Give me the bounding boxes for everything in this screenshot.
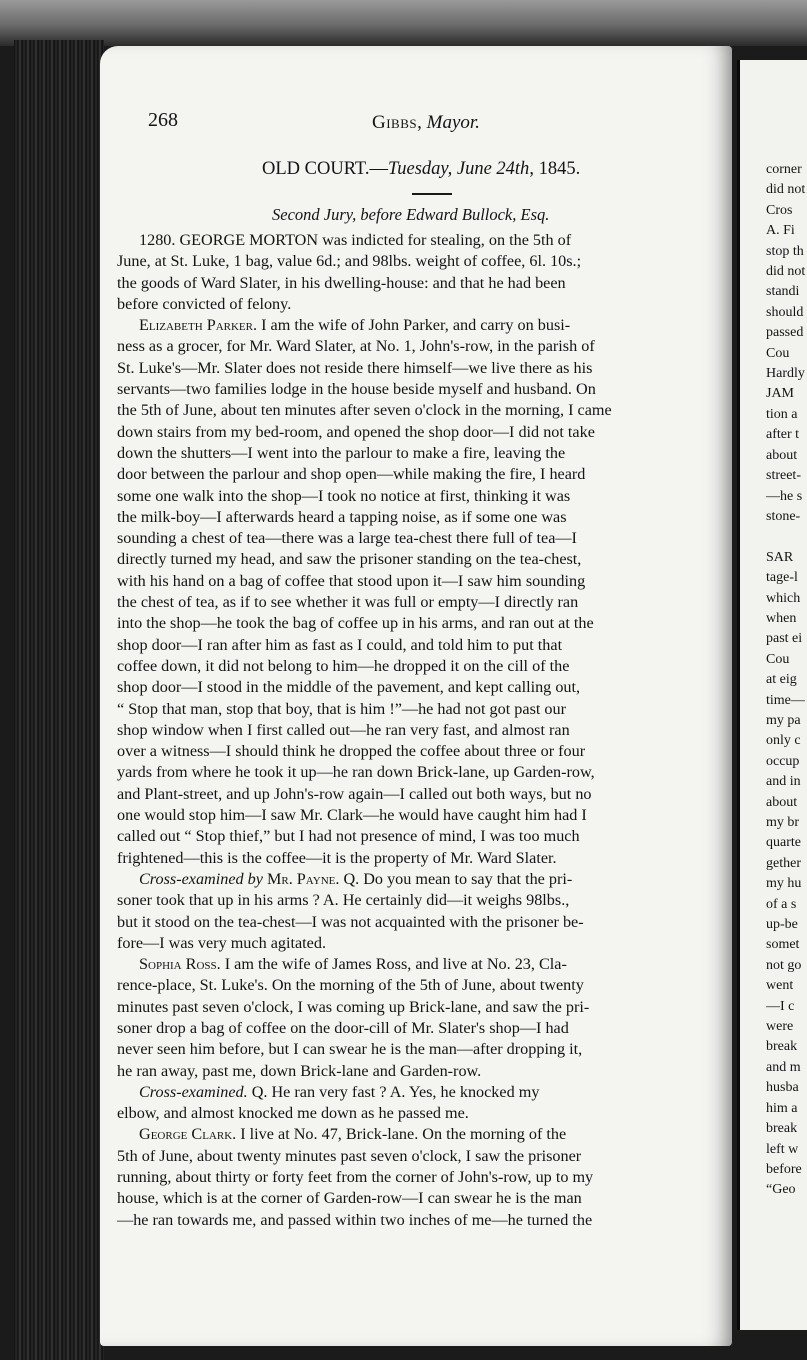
facing-page-line: Cros: [766, 202, 793, 218]
facing-page-line: stone-: [766, 508, 801, 524]
facing-page-line: Hardly: [766, 366, 805, 382]
facing-page-line: of a s: [766, 896, 797, 912]
text-line: servants—two families lodge in the house beside myself and husband. On: [117, 380, 596, 399]
facing-page-line: standi: [766, 284, 800, 300]
text-line: June, at St. Luke, 1 bag, value 6d.; and 98lbs. weight of coffee, 6l. 10s.;: [117, 252, 582, 271]
facing-page-line: —I c: [766, 998, 795, 1014]
text-line: the goods of Ward Slater, in his dwelling-house: and that he had been: [117, 273, 566, 292]
text-line: into the shop—he took the bag of coffee up in his arms, and ran out at the: [117, 614, 594, 633]
facing-page-line: after t: [766, 427, 800, 443]
facing-page-line: were: [766, 1019, 794, 1035]
text-line: sounding a chest of tea—there was a large tea-chest there full of tea—I: [117, 529, 577, 548]
facing-page-line: break: [766, 1039, 798, 1055]
facing-page-margin-text: [740, 60, 807, 1201]
trial-text: [117, 230, 707, 1231]
facing-page-line: SAR: [766, 549, 794, 565]
facing-page-line: Cou: [766, 651, 790, 667]
text-line: George Clark. I live at No. 47, Brick-lane. On the morning of the: [139, 1125, 567, 1144]
facing-page-line: husba: [766, 1080, 799, 1096]
text-line: with his hand on a bag of coffee that stood upon it—I saw him sounding: [117, 571, 586, 590]
facing-page-line: corner: [766, 162, 802, 177]
text-line: never seen him before, but I can swear he is the man—after dropping it,: [117, 1040, 583, 1059]
text-line: shop door—I stood in the middle of the pavement, and kept calling out,: [117, 678, 581, 697]
text-line: minutes past seven o'clock, I was coming up Brick-lane, and saw the pri-: [117, 997, 590, 1016]
facing-page-line: time—: [766, 692, 805, 708]
text-line: door between the parlour and shop open—while making the fire, I heard: [117, 465, 586, 484]
text-line: —he ran towards me, and passed within two inches of me—he turned the: [117, 1210, 593, 1229]
facing-page-line: at eig: [766, 672, 797, 688]
facing-page-line: JAM: [766, 386, 795, 402]
running-head: Gibbs, Mayor.: [372, 112, 480, 133]
facing-page-line: up-be: [766, 917, 798, 933]
facing-page-line: gether: [766, 855, 801, 871]
facing-page-line: him a: [766, 1100, 798, 1116]
facing-page-line: somet: [766, 937, 800, 953]
facing-page-line: about: [766, 794, 798, 810]
scan-background: [0, 0, 807, 46]
facing-page-line: stop th: [766, 243, 804, 259]
text-line: before convicted of felony.: [117, 294, 292, 313]
witness-name: Sophia Ross.: [139, 955, 221, 974]
witness-name: Mr. Payne.: [266, 869, 340, 888]
witness-name: Elizabeth Parker.: [139, 316, 258, 335]
text-line: 5th of June, about twenty minutes past seven o'clock, I saw the prisoner: [117, 1146, 582, 1165]
facing-page-line: “Geo: [766, 1182, 796, 1198]
cross-examined-label: Cross-examined by: [139, 869, 267, 888]
text-line: the milk-boy—I afterwards heard a tapping noise, as if some one was: [117, 507, 567, 526]
text-line: 1280. GEORGE MORTON was indicted for stealing, on the 5th of: [139, 231, 572, 249]
facing-page-line: quarte: [766, 835, 801, 851]
facing-page-line: break: [766, 1121, 798, 1137]
running-head-title: Mayor.: [426, 112, 480, 133]
text-line: and Plant-street, and up John's-row again—I called out both ways, but no: [117, 784, 592, 803]
facing-page-line: and in: [766, 774, 801, 790]
facing-page-line: before: [766, 1161, 802, 1177]
text-line: soner drop a bag of coffee on the door-cill of Mr. Slater's shop—I had: [117, 1018, 569, 1037]
text-line: the 5th of June, about ten minutes after seven o'clock in the morning, I came: [117, 401, 612, 420]
facing-page-line: past ei: [766, 631, 803, 647]
facing-page-line: about: [766, 447, 798, 463]
facing-page-line: which: [766, 590, 801, 606]
facing-page-line: occup: [766, 753, 800, 769]
text-line: coffee down, it did not belong to him—he dropped it on the cill of the: [117, 656, 570, 675]
facing-page-line: did not: [766, 182, 806, 198]
text-line: the chest of tea, as if to see whether it was full or empty—I directly ran: [117, 593, 579, 612]
jury-line: Second Jury, before Edward Bullock, Esq.: [272, 205, 550, 224]
text-line: but it stood on the tea-chest—I was not acquainted with the prisoner be-: [117, 912, 584, 931]
heading-rule: [412, 193, 452, 195]
facing-page-line: —he s: [766, 488, 803, 504]
facing-page-line: left w: [766, 1141, 799, 1157]
book-page-edges: [14, 40, 104, 1360]
text-line: rence-place, St. Luke's. On the morning of the 5th of June, about twenty: [117, 976, 584, 995]
text-line: Cross-examined. Q. He ran very fast ? A. Yes, he knocked my: [139, 1082, 540, 1101]
facing-page-line: my pa: [766, 712, 801, 728]
facing-page-line: when: [766, 610, 797, 626]
facing-page-line: went: [766, 978, 794, 994]
text-line: running, about thirty or forty feet from the corner of John's-row, up to my: [117, 1168, 594, 1187]
facing-page-line: street-: [766, 468, 801, 484]
facing-page-line: only c: [766, 733, 801, 749]
text-line: “ Stop that man, stop that boy, that is him !”—he had not got past our: [117, 699, 566, 718]
facing-page-line: [740, 527, 807, 547]
text-line: he ran away, past me, down Brick-lane and Garden-row.: [117, 1061, 482, 1080]
facing-page-line: Cou: [766, 345, 790, 361]
facing-page-line: A. Fi: [766, 223, 795, 239]
text-line: yards from where he took it up—he ran down Brick-lane, up Garden-row,: [117, 763, 595, 782]
text-line: over a witness—I should think he dropped the coffee about three or four: [117, 742, 586, 761]
facing-page-line: passed: [766, 325, 804, 341]
facing-page-line: not go: [766, 957, 802, 973]
cross-examined-label: Cross-examined.: [139, 1082, 248, 1101]
text-line: one would stop him—I saw Mr. Clark—he would have caught him had I: [117, 806, 587, 825]
text-line: ness as a grocer, for Mr. Ward Slater, at No. 1, John's-row, in the parish of: [117, 337, 595, 356]
court-name: OLD COURT.—: [262, 159, 388, 179]
text-line: St. Luke's—Mr. Slater does not reside there himself—we live there as his: [117, 358, 593, 377]
text-line: house, which is at the corner of Garden-row—I can swear he is the man: [117, 1189, 582, 1208]
text-line: shop window when I first called out—he ran very fast, and almost ran: [117, 720, 570, 739]
court-year: , 1845.: [529, 159, 581, 179]
text-line: elbow, and almost knocked me down as he passed me.: [117, 1104, 469, 1123]
facing-page-line: and m: [766, 1059, 801, 1075]
text-line: directly turned my head, and saw the prisoner standing on the tea-chest,: [117, 550, 582, 569]
witness-name: George Clark.: [139, 1125, 237, 1144]
facing-page-line: my br: [766, 815, 800, 830]
text-line: down the shutters—I went into the parlour to make a fire, leaving the: [117, 443, 566, 462]
page-number: 268: [148, 109, 178, 131]
facing-page-line: did not: [766, 264, 806, 280]
text-line: Cross-examined by Mr. Payne. Q. Do you mean to say that the pri-: [139, 869, 573, 888]
facing-page-line: my hu: [766, 876, 802, 892]
text-line: some one walk into the shop—I took no notice at first, thinking it was: [117, 486, 571, 505]
running-head-name: Gibbs: [372, 112, 418, 133]
text-line: Elizabeth Parker. I am the wife of John Parker, and carry on busi-: [139, 316, 571, 335]
text-line: down stairs from my bed-room, and opened the shop door—I did not take: [117, 422, 595, 441]
text-line: called out “ Stop thief,” but I had not presence of mind, I was too much: [117, 827, 580, 846]
court-date: Tuesday, June 24th: [388, 159, 530, 179]
text-line: Sophia Ross. I am the wife of James Ross, and live at No. 23, Cla-: [139, 955, 567, 974]
text-line: soner took that up in his arms ? A. He certainly did—it weighs 98lbs.,: [117, 891, 570, 910]
court-heading: [262, 159, 580, 180]
text-line: frightened—this is the coffee—it is the property of Mr. Ward Slater.: [117, 848, 557, 867]
facing-page-line: should: [766, 304, 804, 320]
facing-page-line: tage-l: [766, 570, 798, 586]
facing-page: [737, 60, 807, 1330]
text-line: shop door—I ran after him as fast as I could, and told him to put that: [117, 635, 563, 654]
text-line: fore—I was very much agitated.: [117, 933, 327, 952]
facing-page-line: tion a: [766, 406, 798, 422]
